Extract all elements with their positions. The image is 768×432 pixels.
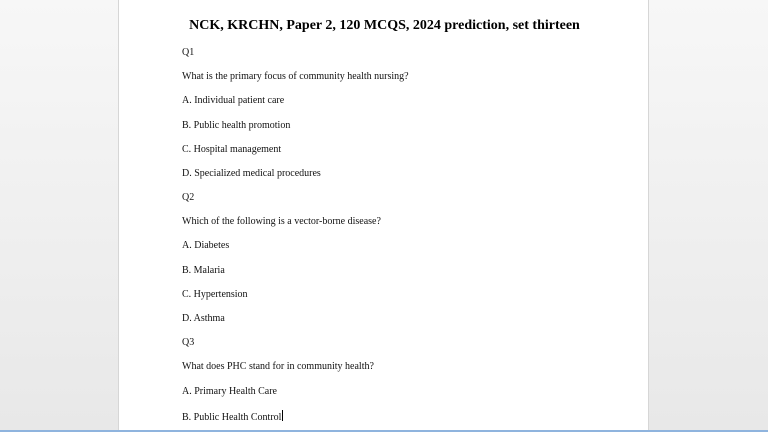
question-text-q3: What does PHC stand for in community health?: [182, 361, 374, 372]
option-q1-a: A. Individual patient care: [182, 95, 285, 106]
option-q2-c: C. Hypertension: [182, 289, 248, 300]
option-q3-b-line: [182, 410, 283, 424]
option-q1-d: D. Specialized medical procedures: [182, 168, 321, 179]
question-label-q2: Q2: [182, 192, 195, 203]
document-title: NCK, KRCHN, Paper 2, 120 MCQS, 2024 prediction, set thirteen: [189, 18, 580, 33]
question-label-q1: Q1: [182, 47, 195, 58]
document-page[interactable]: [118, 0, 649, 432]
option-q3-a: A. Primary Health Care: [182, 386, 277, 397]
question-text-q1: What is the primary focus of community health nursing?: [182, 71, 409, 82]
option-q3-b: B. Public Health Control: [182, 412, 282, 423]
option-q1-b: B. Public health promotion: [182, 120, 291, 131]
question-text-q2: Which of the following is a vector-borne disease?: [182, 216, 381, 227]
question-label-q3: Q3: [182, 337, 195, 348]
option-q1-c: C. Hospital management: [182, 144, 282, 155]
option-q2-d: D. Asthma: [182, 313, 225, 324]
option-q2-a: A. Diabetes: [182, 240, 230, 251]
text-cursor: [282, 410, 283, 421]
option-q2-b: B. Malaria: [182, 265, 225, 276]
